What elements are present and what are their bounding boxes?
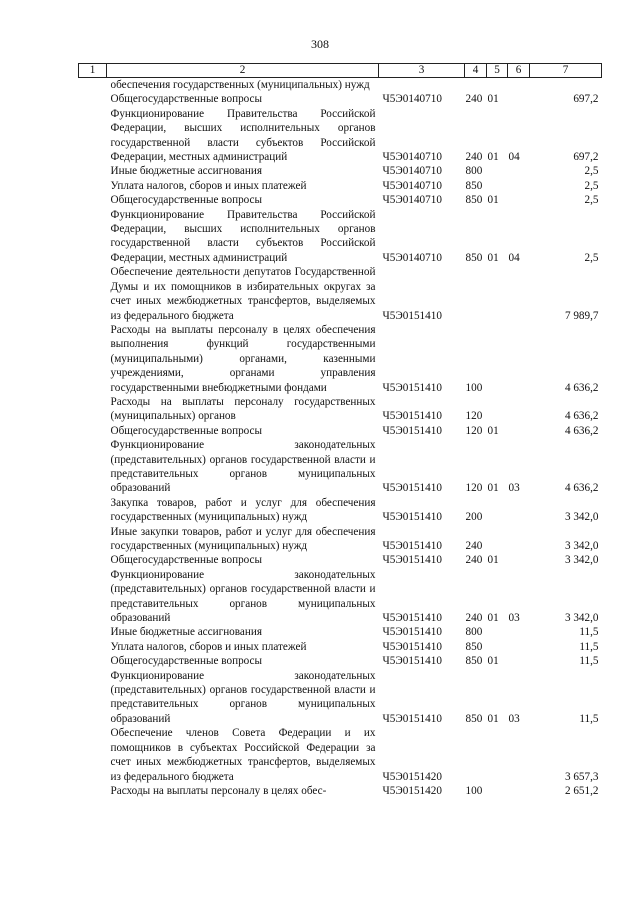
row-index-cell: [79, 265, 107, 323]
row-name: Функционирование законодательных (представительных) органов государственной власти и представительных органов муниципальных образований: [110, 669, 376, 725]
row-amount: 2,5: [584, 179, 599, 192]
row-amount: 2,5: [584, 165, 599, 178]
row-code: Ч5Э0151410: [382, 612, 442, 625]
table-row: [79, 92, 602, 106]
row-code: Ч5Э0140710: [382, 165, 442, 178]
row-code: Ч5Э0151410: [382, 655, 442, 668]
row-amount: 4 636,2: [564, 482, 599, 495]
row-subsection: [508, 323, 530, 395]
row-section: [487, 726, 508, 784]
row-subsection: [508, 553, 530, 567]
row-amount: [530, 78, 602, 93]
table-row: [79, 438, 602, 496]
row-name: Обеспечение деятельности депутатов Государственной Думы и их помощников в избирательных округах за счет иных межбюджетных трансфертов, выделяемых из федерального бюджета: [110, 266, 376, 322]
table-row: [79, 323, 602, 395]
row-index-cell: [79, 164, 107, 178]
row-code: Ч5Э0151410: [382, 712, 442, 725]
row-section: 01: [487, 554, 499, 567]
row-subsection: [508, 726, 530, 784]
row-code: Ч5Э0151410: [382, 540, 442, 552]
row-section: [487, 323, 508, 395]
row-index-cell: [79, 568, 107, 626]
row-subsection: 03: [508, 482, 520, 495]
row-name: Иные бюджетные ассигнования: [110, 626, 262, 639]
row-code: Ч5Э0151410: [382, 640, 442, 653]
row-index-cell: [79, 625, 107, 639]
row-code: Ч5Э0151410: [382, 511, 442, 524]
row-amount: 3 342,0: [564, 612, 599, 625]
table-row: [79, 640, 602, 654]
row-section: 01: [487, 655, 499, 668]
row-amount: 3 342,0: [564, 554, 599, 567]
row-section: [487, 395, 508, 424]
row-name: Общегосударственные вопросы: [110, 194, 263, 207]
row-code: Ч5Э0151420: [382, 770, 442, 783]
row-section: 01: [487, 251, 499, 264]
row-expense-type: 850: [465, 251, 483, 264]
row-name: Расходы на выплаты персоналу государственных (муниципальных) органов: [110, 395, 376, 423]
row-expense-type: 850: [465, 712, 483, 725]
row-expense-type: 800: [465, 626, 483, 639]
row-amount: 3 342,0: [564, 511, 599, 524]
row-amount: 2 651,2: [564, 784, 599, 797]
row-index-cell: [79, 525, 107, 554]
table-row: [79, 568, 602, 626]
row-expense-type: 240: [465, 93, 483, 106]
row-name: Функционирование законодательных (представительных) органов государственной власти и представительных органов муниципальных образований: [110, 568, 376, 625]
table-header: [79, 64, 602, 78]
row-subsection: [508, 525, 530, 554]
row-amount: 11,5: [579, 655, 599, 668]
row-code: Ч5Э0140710: [382, 151, 442, 164]
row-name: Общегосударственные вопросы: [110, 655, 263, 668]
row-expense-type: 120: [465, 424, 483, 437]
row-expense-type: [465, 78, 487, 93]
row-index-cell: [79, 78, 107, 93]
row-amount: 7 989,7: [564, 309, 599, 322]
table-row: [79, 496, 602, 525]
row-name: Обеспечение членов Совета Федерации и их помощников в субъектах Российской Федерации за счет иных межбюджетных трансфертов, выделяемых из федерального бюджета: [110, 727, 376, 783]
row-code: Ч5Э0140710: [382, 251, 442, 264]
table-row: [79, 193, 602, 207]
row-index-cell: [79, 424, 107, 438]
row-index-cell: [79, 640, 107, 654]
row-name: Расходы на выплаты персоналу в целях обеспечения выполнения функций государственными (муниципальными) органами, казенными учреждениями, органами управления государственными внебюджетными фондами: [110, 323, 376, 394]
row-amount: 697,2: [573, 151, 599, 164]
column-header-1: 1: [79, 64, 107, 78]
table-row: [79, 164, 602, 178]
column-header-7: 7: [530, 64, 602, 78]
row-subsection: [508, 164, 530, 178]
row-code: Ч5Э0140710: [382, 93, 442, 106]
row-code: Ч5Э0151410: [382, 482, 442, 495]
row-name: Общегосударственные вопросы: [110, 554, 263, 567]
row-index-cell: [79, 107, 107, 165]
row-index-cell: [79, 669, 107, 727]
row-index-cell: [79, 323, 107, 395]
row-expense-type: 100: [465, 784, 483, 797]
row-index-cell: [79, 654, 107, 668]
table-row: [79, 265, 602, 323]
row-index-cell: [79, 438, 107, 496]
row-name: Функционирование Правительства Российской Федерации, высших исполнительных органов государственной власти субъектов Российской Федерации, местных администраций: [110, 107, 376, 164]
row-amount: 11,5: [579, 640, 599, 653]
row-code: Ч5Э0151410: [382, 381, 442, 394]
row-section: 01: [487, 482, 499, 495]
row-section: [487, 164, 508, 178]
row-code: Ч5Э0151410: [382, 554, 442, 567]
row-expense-type: [465, 726, 487, 784]
row-subsection: [508, 92, 530, 106]
table-row: [79, 553, 602, 567]
row-name: Общегосударственные вопросы: [110, 424, 263, 437]
row-expense-type: 850: [465, 655, 483, 668]
row-section: [487, 78, 508, 93]
table-row: [79, 424, 602, 438]
table-row: [79, 525, 602, 554]
row-subsection: [508, 640, 530, 654]
row-expense-type: 240: [465, 540, 483, 552]
row-expense-type: 200: [465, 511, 483, 524]
row-index-cell: [79, 784, 107, 798]
row-section: 01: [487, 424, 499, 437]
row-section: [487, 496, 508, 525]
row-section: [487, 784, 508, 798]
row-subsection: [508, 78, 530, 93]
row-amount: 4 636,2: [564, 410, 599, 423]
row-expense-type: 120: [465, 482, 483, 495]
row-amount: 3 342,0: [564, 540, 599, 552]
row-subsection: 04: [508, 151, 520, 164]
row-expense-type: 240: [465, 151, 483, 164]
row-subsection: [508, 179, 530, 193]
row-name: Уплата налогов, сборов и иных платежей: [110, 179, 307, 192]
row-name: Функционирование Правительства Российской Федерации, высших исполнительных органов государственной власти субъектов Российской Федерации, местных администраций: [110, 208, 376, 264]
table-row: [79, 726, 602, 784]
row-name: обеспечения государственных (муниципальных) нужд: [110, 79, 370, 91]
row-name: Закупка товаров, работ и услуг для обеспечения государственных (муниципальных) нужд: [110, 496, 376, 524]
row-section: 01: [487, 612, 499, 625]
row-index-cell: [79, 496, 107, 525]
row-subsection: [508, 395, 530, 424]
column-header-5: 5: [487, 64, 508, 78]
row-amount: 11,5: [579, 626, 599, 639]
row-expense-type: 100: [465, 381, 483, 394]
row-amount: 4 636,2: [564, 424, 599, 437]
row-amount: 697,2: [573, 93, 599, 106]
table-row: [79, 208, 602, 266]
row-section: [487, 525, 508, 554]
row-subsection: [508, 424, 530, 438]
row-name: Иные бюджетные ассигнования: [110, 165, 262, 178]
row-subsection: 03: [508, 712, 520, 725]
row-name: Иные закупки товаров, работ и услуг для обеспечения государственных (муниципальных) нужд: [110, 525, 376, 552]
row-section: 01: [487, 712, 499, 725]
row-section: [487, 640, 508, 654]
row-section: [487, 179, 508, 193]
row-expense-type: 240: [465, 554, 483, 567]
row-code: Ч5Э0140710: [382, 194, 442, 207]
table-row: [79, 625, 602, 639]
row-subsection: 04: [508, 251, 520, 264]
row-section: [487, 625, 508, 639]
column-header-4: 4: [465, 64, 487, 78]
row-section: 01: [487, 151, 499, 164]
row-subsection: [508, 193, 530, 207]
row-name: Расходы на выплаты персоналу в целях обес-: [110, 784, 327, 797]
row-expense-type: 850: [465, 640, 483, 653]
row-code: Ч5Э0151410: [382, 626, 442, 639]
row-section: 01: [487, 194, 499, 207]
row-code: Ч5Э0140710: [382, 179, 442, 192]
row-index-cell: [79, 193, 107, 207]
row-subsection: 03: [508, 612, 520, 625]
row-expense-type: 240: [465, 612, 483, 625]
row-subsection: [508, 265, 530, 323]
column-header-6: 6: [508, 64, 530, 78]
row-name: Функционирование законодательных (представительных) органов государственной власти и представительных органов муниципальных образований: [110, 439, 376, 495]
row-amount: 11,5: [579, 712, 599, 725]
table-row: [79, 784, 602, 798]
table-row: [79, 179, 602, 193]
row-amount: 4 636,2: [564, 381, 599, 394]
row-name: Уплата налогов, сборов и иных платежей: [110, 640, 307, 653]
row-index-cell: [79, 92, 107, 106]
page-number: 308: [311, 37, 329, 51]
table-row: [79, 107, 602, 165]
row-subsection: [508, 496, 530, 525]
row-code: Ч5Э0151410: [382, 410, 442, 423]
row-name: Общегосударственные вопросы: [110, 93, 263, 106]
table-row: [79, 395, 602, 424]
table-body: [79, 78, 602, 799]
table-row: [79, 669, 602, 727]
row-expense-type: 120: [465, 410, 483, 423]
column-header-2: 2: [107, 64, 379, 78]
row-code: Ч5Э0151410: [382, 309, 442, 322]
row-section: 01: [487, 93, 499, 106]
row-code: Ч5Э0151410: [382, 424, 442, 437]
row-index-cell: [79, 395, 107, 424]
table-row: [79, 654, 602, 668]
row-subsection: [508, 654, 530, 668]
row-index-cell: [79, 179, 107, 193]
row-subsection: [508, 625, 530, 639]
row-index-cell: [79, 726, 107, 784]
row-expense-type: [465, 265, 487, 323]
row-code: [379, 78, 465, 93]
budget-table: [78, 63, 602, 798]
row-index-cell: [79, 208, 107, 266]
row-amount: 2,5: [584, 251, 599, 264]
row-section: [487, 265, 508, 323]
table-row: [79, 78, 602, 93]
row-amount: 3 657,3: [564, 770, 599, 783]
column-header-3: 3: [379, 64, 465, 78]
row-expense-type: 850: [465, 194, 483, 207]
row-amount: 2,5: [584, 194, 599, 207]
row-expense-type: 850: [465, 179, 483, 192]
row-subsection: [508, 784, 530, 798]
row-index-cell: [79, 553, 107, 567]
row-code: Ч5Э0151420: [382, 784, 442, 797]
row-expense-type: 800: [465, 165, 483, 178]
